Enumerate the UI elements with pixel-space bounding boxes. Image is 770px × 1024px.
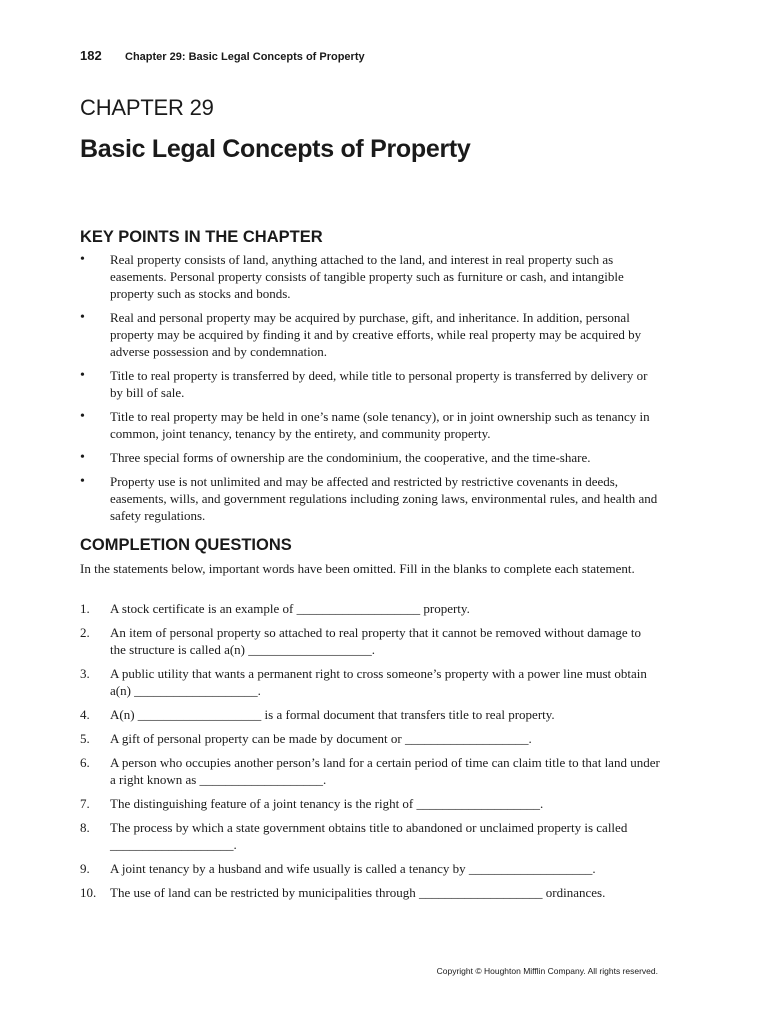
key-point-text: Real and personal property may be acquired by purchase, gift, and inheritance. In addition, personal property may be acquired by finding it and by creative efforts, while real property may be acquired by adverse possession and by condemnation. [110, 310, 642, 359]
bullet-marker: • [80, 368, 85, 383]
key-point-item [80, 449, 660, 466]
question-item [80, 884, 660, 901]
running-header [80, 48, 365, 63]
question-number: 8. [80, 820, 90, 835]
completion-intro: In the statements below, important words have been omitted. Fill in the blanks to complete each statement. [80, 561, 635, 576]
question-text: An item of personal property so attached to real property that it cannot be removed without damage to the structure is called a(n) ___________________. [110, 625, 642, 657]
question-number: 9. [80, 861, 90, 876]
key-point-text: Real property consists of land, anything attached to the land, and interest in real property such as easements. Personal property consists of tangible property such as furniture or cash, and intangible property such as stocks and bonds. [110, 252, 624, 301]
key-point-text: Three special forms of ownership are the condominium, the cooperative, and the time-share. [110, 450, 591, 465]
question-text: The distinguishing feature of a joint tenancy is the right of ___________________. [110, 796, 544, 811]
bullet-marker: • [80, 310, 85, 325]
key-point-text: Title to real property may be held in one’s name (sole tenancy), or in joint ownership such as tenancy in common, joint tenancy, tenancy by the entirety, and community property. [110, 409, 650, 441]
key-point-item [80, 251, 660, 302]
question-number: 3. [80, 666, 90, 681]
chapter-title: Basic Legal Concepts of Property [80, 135, 471, 163]
question-number: 2. [80, 625, 90, 640]
question-item [80, 754, 660, 788]
question-text: The process by which a state government obtains title to abandoned or unclaimed property is called ___________________. [110, 820, 628, 852]
page-number: 182 [80, 48, 102, 63]
question-number: 6. [80, 755, 90, 770]
bullet-marker: • [80, 252, 85, 267]
key-point-item [80, 367, 660, 401]
question-item [80, 706, 660, 723]
question-item [80, 795, 660, 812]
key-point-text: Property use is not unlimited and may be affected and restricted by restrictive covenants in deeds, easements, wills, and government regulations including zoning laws, environmental rules, and health and safety regulations. [110, 474, 658, 523]
key-points-heading: KEY POINTS IN THE CHAPTER [80, 228, 323, 246]
running-title: Chapter 29: Basic Legal Concepts of Property [125, 51, 365, 63]
question-item [80, 665, 660, 699]
question-text: A joint tenancy by a husband and wife usually is called a tenancy by ___________________. [110, 861, 596, 876]
completion-questions-heading: COMPLETION QUESTIONS [80, 536, 292, 554]
key-points-list [80, 251, 660, 531]
question-text: The use of land can be restricted by municipalities through ___________________ ordinances. [110, 885, 606, 900]
bullet-marker: • [80, 474, 85, 489]
question-item [80, 730, 660, 747]
question-text: A stock certificate is an example of ___________________ property. [110, 601, 470, 616]
question-number: 4. [80, 707, 90, 722]
question-item [80, 600, 660, 617]
key-point-item [80, 309, 660, 360]
bullet-marker: • [80, 409, 85, 424]
key-point-item [80, 473, 660, 524]
question-text: A(n) ___________________ is a formal document that transfers title to real property. [110, 707, 555, 722]
completion-questions-list [80, 600, 660, 908]
question-item [80, 860, 660, 877]
question-text: A gift of personal property can be made by document or ___________________. [110, 731, 532, 746]
chapter-label: CHAPTER 29 [80, 95, 214, 120]
question-number: 7. [80, 796, 90, 811]
question-text: A person who occupies another person’s land for a certain period of time can claim title to that land under a right known as ___________________. [110, 755, 660, 787]
key-point-item [80, 408, 660, 442]
key-point-text: Title to real property is transferred by deed, while title to personal property is transferred by delivery or by bill of sale. [110, 368, 648, 400]
question-number: 5. [80, 731, 90, 746]
question-item [80, 819, 660, 853]
question-number: 1. [80, 601, 90, 616]
bullet-marker: • [80, 450, 85, 465]
question-number: 10. [80, 885, 97, 900]
copyright-footer: Copyright © Houghton Mifflin Company. All rights reserved. [436, 966, 658, 976]
question-text: A public utility that wants a permanent right to cross someone’s property with a power line must obtain a(n) ___________________. [110, 666, 647, 698]
question-item [80, 624, 660, 658]
